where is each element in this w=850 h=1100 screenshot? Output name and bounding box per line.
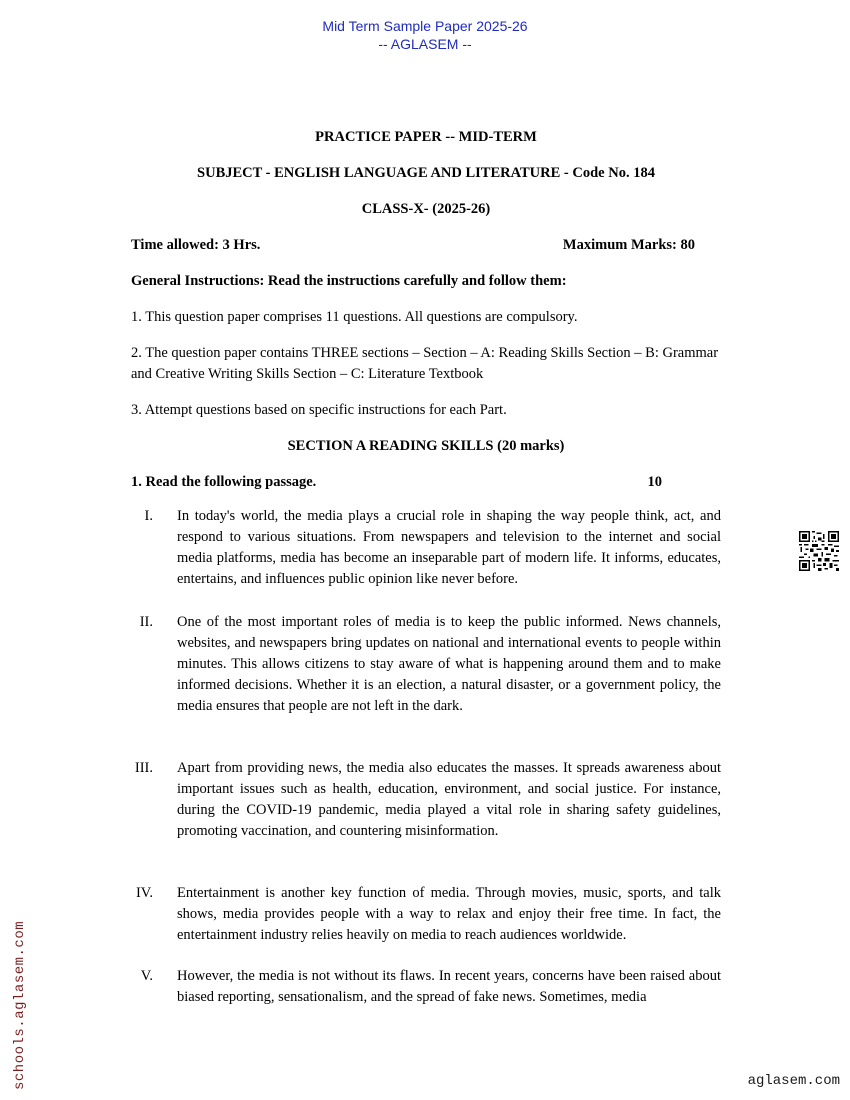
page-header bbox=[0, 17, 850, 53]
paragraph-number: III. bbox=[134, 760, 153, 776]
qr-code-icon bbox=[799, 531, 839, 571]
paragraph-number: I. bbox=[144, 508, 153, 524]
question-1-label: 1. Read the following passage. bbox=[131, 474, 317, 490]
header-brand: -- AGLASEM -- bbox=[378, 36, 472, 52]
instructions-heading: General Instructions: Read the instructions carefully and follow them: bbox=[131, 273, 567, 289]
paper-content bbox=[131, 127, 721, 1008]
passage-paragraph bbox=[131, 883, 721, 946]
passage-paragraph bbox=[131, 758, 721, 842]
paper-title: PRACTICE PAPER -- MID-TERM bbox=[315, 129, 537, 145]
paragraph-text: Apart from providing news, the media also educates the masses. It spreads awareness about important issues such as health, education, environment, and social justice. For instance, during the COVID-19 pandemic, media played a vital role in sharing safety guidelines, promoting vaccination, and countering misinformation. bbox=[177, 760, 721, 839]
instruction-item: 1. This question paper comprises 11 questions. All questions are compulsory. bbox=[131, 309, 578, 325]
passage-paragraph bbox=[131, 506, 721, 590]
time-allowed: Time allowed: 3 Hrs. bbox=[131, 237, 261, 253]
paragraph-text: One of the most important roles of media is to keep the public informed. News channels, websites, and newspapers bring updates on national and international events to people within minutes. This allows citizens to stay aware of what is happening around them and to make informed decisions. Whether it is an election, a natural disaster, or a government policy, the media ensures that people are not left in the dark. bbox=[177, 614, 721, 714]
paragraph-text: Entertainment is another key function of media. Through movies, music, sports, and talk shows, media provides people with a way to relax and enjoy their free time. In fact, the entertainment industry relies heavily on media to reach audiences worldwide. bbox=[177, 885, 721, 943]
paragraph-text: In today's world, the media plays a crucial role in shaping the way people think, act, and respond to various situations. From newspapers and television to the internet and social media platforms, media has become an inseparable part of modern life. It informs, educates, entertains, and influences public opinion like never before. bbox=[177, 508, 721, 587]
passage-paragraph bbox=[131, 966, 721, 1008]
side-watermark: schools.aglasem.com bbox=[12, 920, 28, 1090]
paragraph-number: IV. bbox=[135, 885, 153, 901]
question-1-row bbox=[131, 472, 721, 493]
paragraph-number: II. bbox=[139, 614, 153, 630]
paper-subject: SUBJECT - ENGLISH LANGUAGE AND LITERATURE - Code No. 184 bbox=[197, 165, 655, 181]
section-a-heading: SECTION A READING SKILLS (20 marks) bbox=[287, 438, 565, 454]
time-marks-row bbox=[131, 235, 721, 256]
paragraph-text: However, the media is not without its flaws. In recent years, concerns have been raised about biased reporting, sensationalism, and the spread of fake news. Sometimes, media bbox=[177, 968, 721, 1005]
bottom-watermark: aglasem.com bbox=[747, 1073, 840, 1089]
paper-class: CLASS-X- (2025-26) bbox=[361, 201, 491, 217]
instruction-item: 2. The question paper contains THREE sections – Section – A: Reading Skills Section – B: Grammar and Creative Writing Skills Section – C: Literature Textbook bbox=[131, 345, 719, 382]
passage-paragraph bbox=[131, 612, 721, 717]
paragraph-number: V. bbox=[140, 968, 153, 984]
instruction-item: 3. Attempt questions based on specific instructions for each Part. bbox=[131, 402, 507, 418]
maximum-marks: Maximum Marks: 80 bbox=[562, 237, 695, 253]
question-1-marks: 10 bbox=[647, 474, 662, 490]
header-title: Mid Term Sample Paper 2025-26 bbox=[322, 18, 528, 34]
